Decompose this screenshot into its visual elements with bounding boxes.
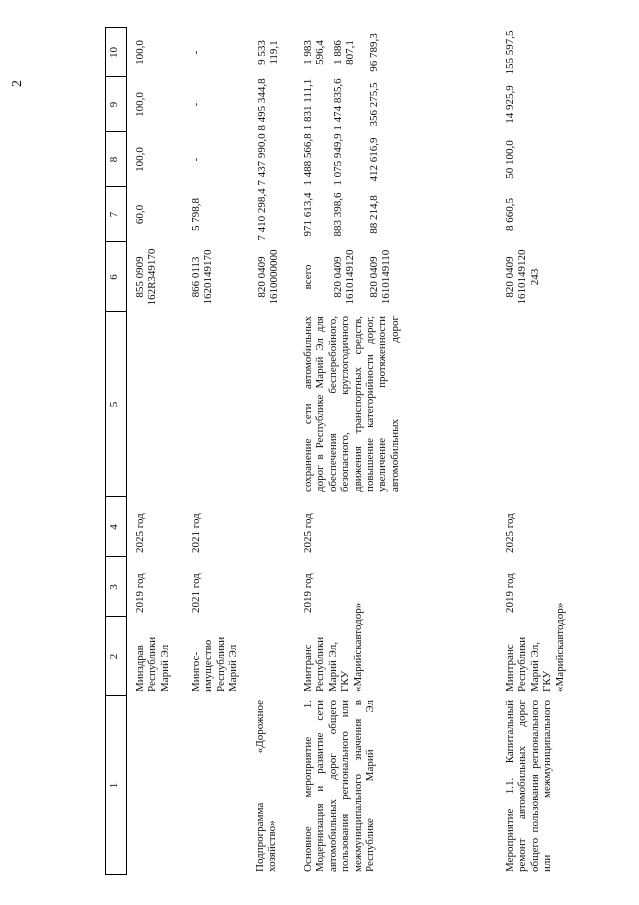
header-col-2: 2 (108, 653, 120, 660)
row5-value-7: 8 660,5 (504, 198, 516, 231)
row2-value-9: - (190, 102, 202, 107)
row5-value-8: 50 100,0 (504, 140, 516, 179)
row2-value-10: - (190, 50, 202, 55)
row3-budget-code: 820 0409 1610000000 (256, 249, 281, 305)
row4-sub3-value-8: 412 616,9 (368, 137, 380, 182)
row1-start-year: 2019 год (134, 573, 146, 613)
row4-sub1-value-9: 1 831 111,1 (302, 78, 314, 131)
row1-responsible: Минздрав Республики Марий Эл (134, 636, 171, 692)
row1-end-year: 2025 год (134, 513, 146, 553)
row4-sub2-value-10: 1 886 807,1 (332, 40, 357, 65)
row1-value-9: 100,0 (134, 92, 146, 117)
row5-start-year: 2019 год (504, 573, 516, 613)
row2-value-8: - (190, 157, 202, 162)
row5-budget-code: 820 0409 1610149120 243 (504, 249, 541, 305)
header-col-8: 8 (108, 156, 120, 163)
row4-sub1-value-8: 1 488 566,8 (302, 133, 314, 186)
row4-sub3-value-9: 356 275,5 (368, 82, 380, 127)
row4-sub1-value-7: 971 613,4 (302, 192, 314, 237)
row4-sub2-value-7: 883 398,6 (332, 192, 344, 237)
row2-end-year: 2021 год (190, 513, 202, 553)
row2-responsible: Мингос-имущество Республики Марий Эл (190, 636, 240, 692)
subprogram-title: Подпрограмма «Дорожное хозяйство» (254, 700, 279, 872)
row4-start-year: 2019 год (302, 573, 314, 613)
row3-value-10: 9 533 119,1 (256, 40, 281, 65)
row5-value-10: 155 597,5 (504, 30, 516, 75)
header-col-1: 1 (108, 782, 120, 789)
page-number: 2 (10, 80, 25, 87)
header-col-10: 10 (108, 47, 120, 58)
activity-1-1-title: Мероприятие 1.1. Капитальный ремонт автомобильных дорог общего пользования регионального или межмуниципального (504, 700, 554, 872)
row5-value-9: 14 925,9 (504, 85, 516, 124)
row4-sub3-code: 820 0409 1610149110 (368, 249, 393, 305)
header-col-6: 6 (108, 274, 120, 280)
row4-sub2-value-9: 1 474 835,6 (332, 78, 344, 131)
header-col-7: 7 (108, 211, 120, 218)
row2-budget-code: 866 0113 1620149170 (190, 249, 215, 305)
row3-value-9: 8 495 344,8 (256, 78, 268, 131)
row4-sub1-value-10: 1 983 596,4 (302, 40, 327, 65)
row5-end-year: 2025 год (504, 513, 516, 553)
row1-value-8: 100,0 (134, 147, 146, 172)
row4-sub2-value-8: 1 075 949,9 (332, 133, 344, 186)
row5-responsible: Минтранс Республики Марий Эл, ГКУ «Марийскавтодор» (504, 602, 566, 692)
budget-table (105, 27, 596, 875)
row2-value-7: 5 798,8 (190, 198, 202, 231)
row1-budget-code: 855 0909 162R349170 (134, 248, 159, 306)
table-header-row (106, 27, 127, 875)
row4-sub1-code: всего (302, 264, 314, 290)
row4-responsible: Минтранс Республики Марий Эл, ГКУ «Марийскавтодор» (302, 602, 364, 692)
row4-sub2-code: 820 0409 1610149120 (332, 249, 357, 305)
row1-value-7: 60,0 (134, 204, 146, 225)
row3-value-8: 7 437 990,0 (256, 133, 268, 186)
header-col-4: 4 (108, 524, 120, 530)
row4-sub3-value-7: 88 214,8 (368, 195, 380, 234)
main-activity-title: Основное мероприятие 1. Модернизация и развитие сети автомобильных дорог общего пользования регионального или межмуниципального значения в Республике Марий Эл (302, 700, 377, 872)
row4-end-year: 2025 год (302, 513, 314, 553)
row1-value-10: 100,0 (134, 40, 146, 65)
header-col-5: 5 (108, 401, 120, 408)
header-col-3: 3 (108, 584, 120, 590)
row4-expected-result: сохранение сети автомобильных дорог в Республике Марий Эл для обеспечения бесперебойного, безопасного, круглогодичного движения транспортных средств, повышение категорийности дорог, увеличение протяженности автомобильных дорог (302, 316, 401, 492)
row4-sub3-value-10: 96 789,3 (368, 33, 380, 72)
header-col-9: 9 (108, 101, 120, 108)
row3-value-7: 7 410 298,4 (256, 188, 268, 241)
row2-start-year: 2021 год (190, 573, 202, 613)
